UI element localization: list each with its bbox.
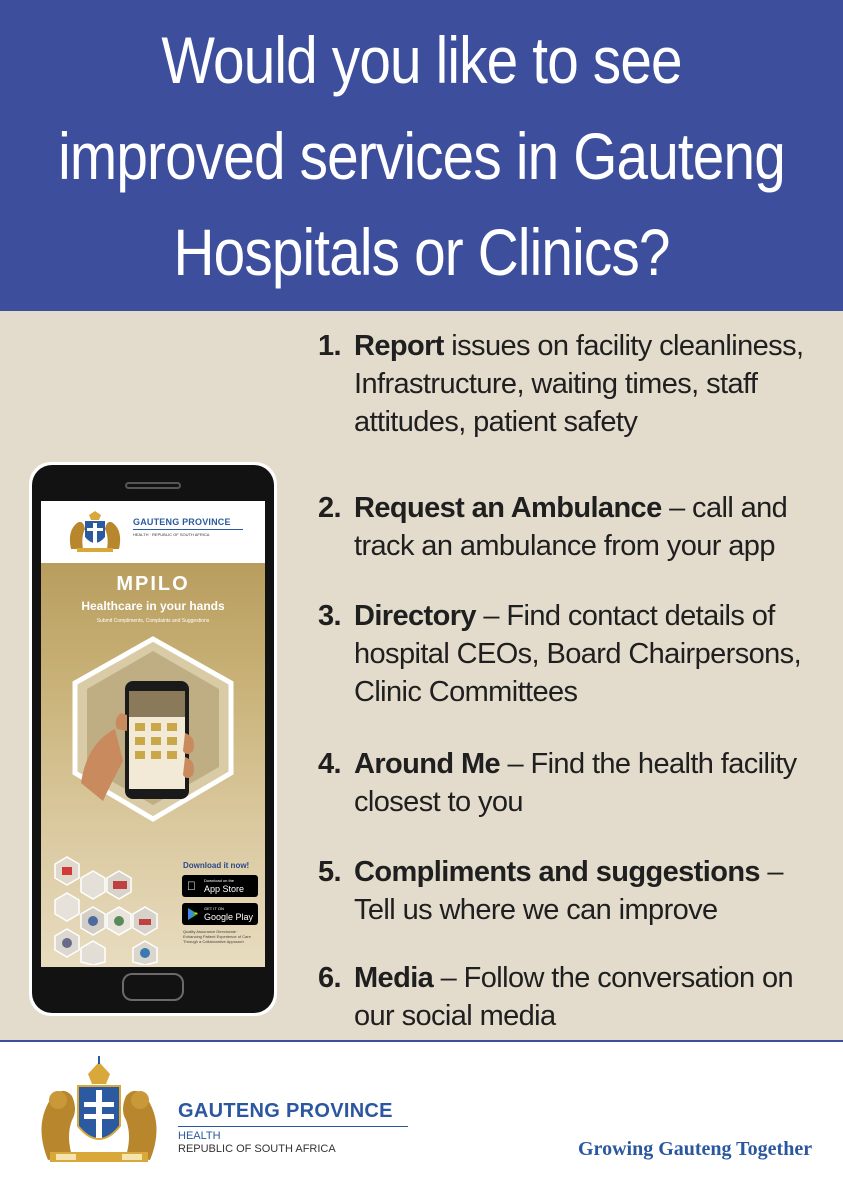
app-store-small: Download on the xyxy=(204,878,235,883)
item-description: issues on facility cleanliness, Infrastructure, waiting times, staff attitudes, patient safety xyxy=(354,330,804,438)
item-text xyxy=(354,959,828,1035)
phone-home-button xyxy=(122,973,184,1001)
hand-holding-phone-icon xyxy=(63,633,243,833)
title-line-1: Would you like to see xyxy=(161,22,682,97)
item-number: 1. xyxy=(318,330,341,362)
app-hero xyxy=(41,563,265,967)
item-text xyxy=(354,597,828,711)
app-name: MPILO xyxy=(116,573,190,595)
footer-health: HEALTH xyxy=(178,1130,221,1142)
phone-mockup xyxy=(29,462,277,1016)
list-item xyxy=(318,853,828,929)
page-title xyxy=(58,12,785,300)
footer xyxy=(0,1040,843,1190)
download-title: Download it now! xyxy=(183,861,250,870)
footer-brand-rule xyxy=(178,1126,408,1127)
item-text xyxy=(354,489,828,565)
app-header xyxy=(41,501,265,563)
item-number: 2. xyxy=(318,492,341,524)
item-description: – Find contact details of hospital CEOs, Board Chairpersons, Clinic Committees xyxy=(354,600,802,708)
item-text xyxy=(354,853,828,929)
item-description: – Find the health facility closest to you xyxy=(354,748,797,818)
coat-of-arms-icon xyxy=(63,511,127,553)
footer-brand: GAUTENG PROVINCE xyxy=(178,1100,393,1122)
app-tagline: Healthcare in your hands xyxy=(81,599,225,613)
google-play-icon xyxy=(187,907,199,921)
app-store-label: App Store xyxy=(204,884,245,894)
item-heading: Around Me xyxy=(354,748,501,780)
item-heading: Compliments and suggestions xyxy=(354,856,760,888)
item-description: – Tell us where we can improve xyxy=(354,856,783,926)
app-brand-rule xyxy=(133,529,243,530)
app-brand-sub: HEALTH · REPUBLIC OF SOUTH AFRICA xyxy=(133,532,210,537)
item-heading: Report xyxy=(354,330,444,362)
list-item xyxy=(318,745,828,821)
app-store-badge[interactable] xyxy=(182,875,258,897)
phone-speaker xyxy=(125,482,181,489)
app-brand: GAUTENG PROVINCE xyxy=(133,517,231,527)
header-banner xyxy=(0,0,843,311)
phone-body xyxy=(32,465,274,1013)
item-heading: Directory xyxy=(354,600,476,632)
item-description: – call and track an ambulance from your app xyxy=(354,492,788,562)
footer-rsa: REPUBLIC OF SOUTH AFRICA xyxy=(178,1143,336,1155)
item-number: 3. xyxy=(318,600,341,632)
app-tagline-sub: Submit Compliments, Complaints and Suggestions xyxy=(96,618,210,624)
google-play-label: Google Play xyxy=(204,912,254,922)
title-line-3: Hospitals or Clinics? xyxy=(173,214,670,289)
item-heading: Request an Ambulance xyxy=(354,492,662,524)
item-number: 5. xyxy=(318,856,341,888)
google-play-small: GET IT ON xyxy=(204,906,224,911)
list-item xyxy=(318,327,828,441)
health-icons-collage xyxy=(47,853,177,965)
list-item xyxy=(318,597,828,711)
main-panel xyxy=(0,311,843,1040)
apple-icon xyxy=(187,879,196,893)
phone-screen xyxy=(41,501,265,967)
item-text xyxy=(354,327,828,441)
qa-directorate-text: Quality Assurance Directorate · Enhancing Patient Experience of Care Through a Collaborative Approach xyxy=(183,929,251,944)
footer-slogan: Growing Gauteng Together xyxy=(578,1138,813,1160)
item-text xyxy=(354,745,828,821)
footer-divider xyxy=(0,1040,843,1042)
title-line-2: improved services in Gauteng xyxy=(58,118,785,193)
item-number: 6. xyxy=(318,962,341,994)
list-item xyxy=(318,959,828,1035)
list-item xyxy=(318,489,828,565)
coat-of-arms-icon xyxy=(28,1056,170,1168)
item-heading: Media xyxy=(354,962,434,994)
item-description: – Follow the conversation on our social media xyxy=(354,962,794,1032)
item-number: 4. xyxy=(318,748,341,780)
google-play-badge[interactable] xyxy=(182,903,258,925)
